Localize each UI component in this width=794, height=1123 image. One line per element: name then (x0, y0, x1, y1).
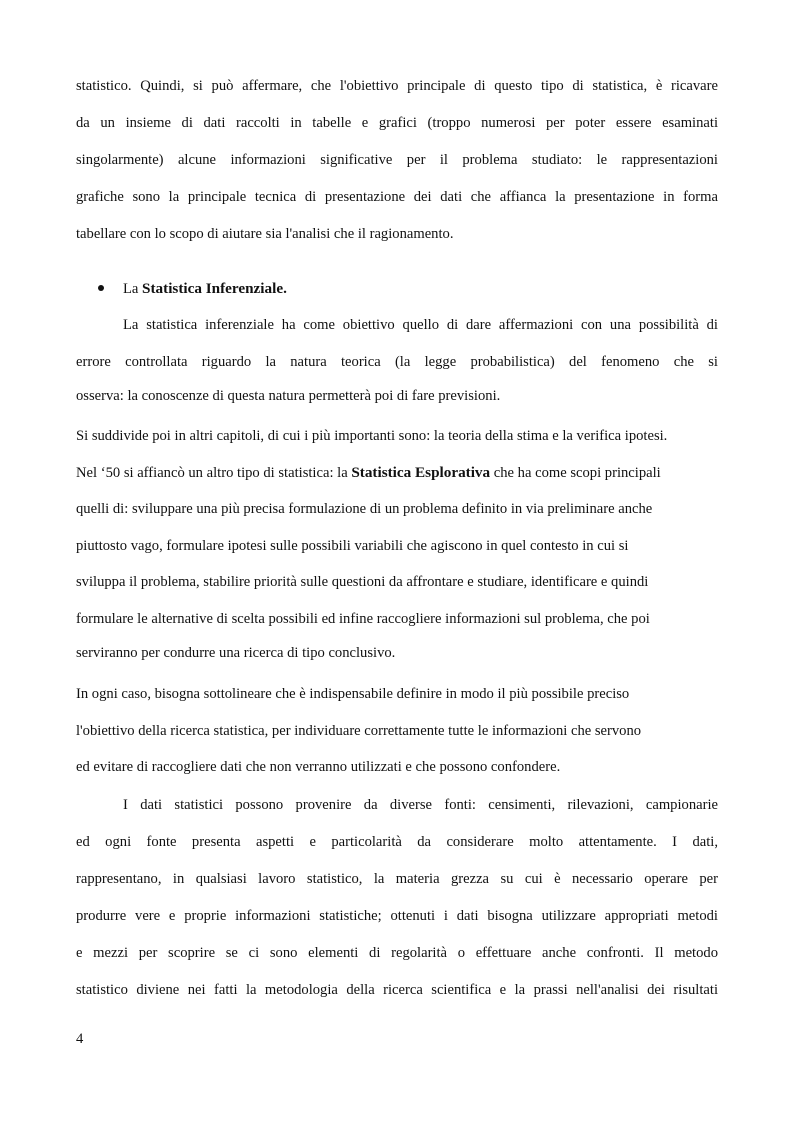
text-line: ed ogni fonte presenta aspetti e particolarità da considerare molto attentamente. I dati, (76, 834, 718, 850)
paragraph-dati-statistici (76, 787, 718, 1009)
text-line: statistico. Quindi, si può affermare, che l'obiettivo principale di questo tipo di statistica, è ricavare (76, 78, 718, 94)
text-line: I dati statistici possono provenire da diverse fonti: censimenti, rilevazioni, campionarie (123, 797, 718, 813)
text-line: ed evitare di raccogliere dati che non verranno utilizzati e che possono confondere. (76, 759, 561, 776)
text-fragment: Nel ‘50 si affiancò un altro tipo di statistica: la (76, 464, 352, 481)
text-line: quelli di: sviluppare una più precisa formulazione di un problema definito in via preliminare anche (76, 501, 653, 518)
page-number: 4 (76, 1031, 84, 1047)
text-fragment: che ha come scopi principali (490, 464, 661, 481)
text-line: statistico diviene nei fatti la metodologia della ricerca scientifica e la prassi nell'analisi dei risultati (76, 982, 718, 998)
bullet-icon (98, 285, 104, 291)
text-line: l'obiettivo della ricerca statistica, per individuare correttamente tutte le informazioni che servono (76, 722, 642, 739)
text-line: formulare le alternative di scelta possibili ed infine raccogliere informazioni sul problema, che poi (76, 610, 650, 627)
bullet-heading: Statistica Inferenziale. (142, 280, 287, 297)
text-line: sviluppa il problema, stabilire priorità sulle questioni da affrontare e studiare, identificare e quindi (76, 574, 649, 591)
text-line: rappresentano, in qualsiasi lavoro statistico, la materia grezza su cui è necessario operare per (76, 871, 718, 887)
text-line: errore controllata riguardo la natura teorica (la legge probabilistica) del fenomeno che si (76, 354, 718, 370)
text-line: piuttosto vago, formulare ipotesi sulle possibili variabili che agiscono in quel contesto in cui si (76, 537, 629, 554)
text-line: La statistica inferenziale ha come obiettivo quello di dare affermazioni con una possibilità di (123, 317, 718, 333)
text-line: tabellare con lo scopo di aiutare sia l'analisi che il ragionamento. (76, 226, 454, 242)
bullet-item-statistica-inferenziale (98, 274, 287, 304)
text-line: In ogni caso, bisogna sottolineare che è indispensabile definire in modo il più possibile preciso (76, 686, 630, 702)
paragraph-in-ogni-caso (76, 676, 718, 786)
text-line: serviranno per condurre una ricerca di tipo conclusivo. (76, 644, 396, 661)
text-line: osserva: la conoscenze di questa natura permetterà poi di fare previsioni. (76, 388, 501, 404)
text-line: produrre vere e proprie informazioni statistiche; ottenuti i dati bisogna utilizzare appropriati metodi (76, 908, 718, 924)
paragraph-inferenziale (76, 307, 718, 411)
text-line: singolarmente) alcune informazioni significative per il problema studiato: le rappresentazioni (76, 152, 718, 168)
paragraph-esplorativa (76, 418, 718, 668)
text-line: grafiche sono la principale tecnica di presentazione dei dati che affianca la presentazione in forma (76, 189, 718, 205)
text-line: Si suddivide poi in altri capitoli, di cui i più importanti sono: la teoria della stima e la verifica ipotesi. (76, 428, 668, 444)
text-line: da un insieme di dati raccolti in tabelle e grafici (troppo numerosi per poter essere esaminati (76, 115, 718, 131)
text-line-esplorativa (76, 455, 718, 492)
bullet-prefix: La (123, 281, 143, 297)
bold-term: Statistica Esplorativa (351, 463, 491, 481)
text-line: e mezzi per scoprire se ci sono elementi di regolarità o effettuare anche confronti. Il metodo (76, 945, 718, 961)
paragraph-descriptive-end (76, 68, 718, 253)
